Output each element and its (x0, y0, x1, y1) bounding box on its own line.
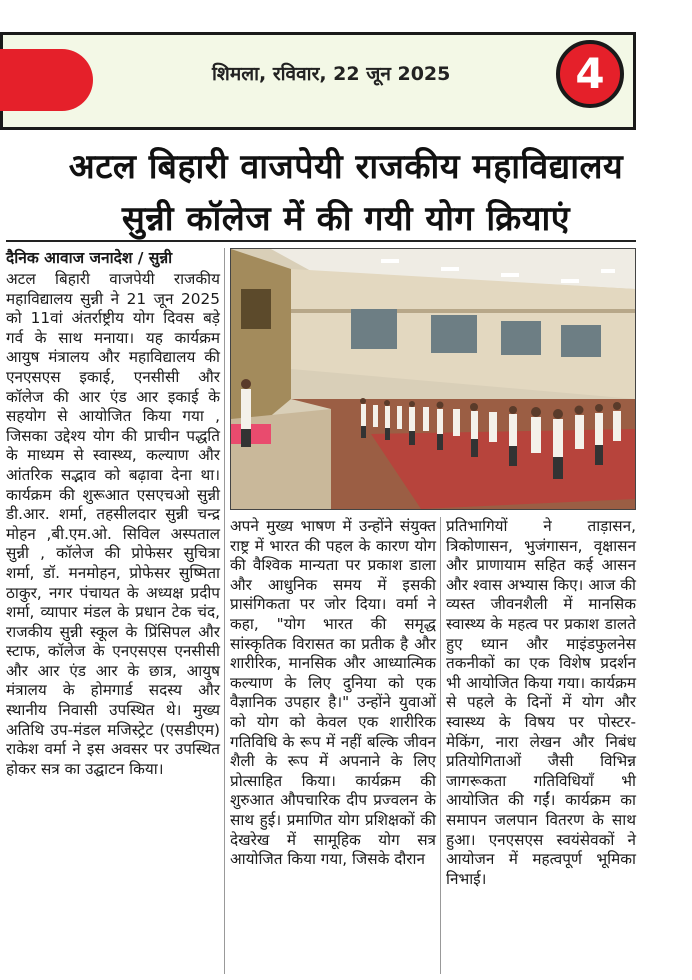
byline: दैनिक आवाज जनादेश / सुन्नी (6, 249, 173, 267)
page-number-badge: 4 (556, 40, 624, 108)
column-divider-2 (440, 517, 441, 974)
column-1-text: अटल बिहारी वाजपेयी राजकीय महाविद्यालय सुन्नी ने 21 जून 2025 को 11वां अंतर्राष्ट्रीय योग दिवस बड़े गर्व के साथ मनाया। यह कार्यक्रम आयुष मंत्रालय और महाविद्यालय की एनएसएस इकाई, एनसीसी और कॉलेज की आर एंड आर इकाई के सहयोग से आयोजित किया गया , जिसका उद्देश्य योग की प्राचीन पद्धति के माध्यम से स्वास्थ्य, कल्याण और आंतरिक सद्भाव को बढ़ावा देना था। कार्यक्रम की शुरूआत एसएचओ सुन्नी डी.आर. शर्मा, तहसीलदार सुन्नी चन्द्र मोहन ,बी.एम.ओ. सिविल अस्पताल सुन्नी , कॉलेज की प्रोफेसर सुचित्रा शर्मा, डॉ. मनमोहन, प्रोफेसर सुष्मिता ठाकुर, नगर पंचायत के अध्यक्ष प्रदीप शर्मा, व्यापार मंडल के प्रधान टेक चंद, राजकीय सुन्नी स्कूल के प्रिंसिपल और स्टाफ, कॉलेज के एनएसएस एनसीसी और आर एंड आर के छात्र, आयुष मंत्रालय के होमगार्ड सदस्य और स्थानीय निवासी उपस्थित थे। मुख्य अतिथि उप-मंडल मजिस्ट्रेट (एसडीएम) राकेश वर्मा ने इस अवसर पर उपस्थित होकर सत्र का उद्घाटन किया। (6, 270, 220, 778)
article-column-1 (6, 248, 220, 779)
dateline: शिमला, रविवार, 22 जून 2025 (212, 63, 451, 85)
article-column-2: अपने मुख्य भाषण में उन्होंने संयुक्त राष्ट्र में भारत की पहल के कारण योग की वैश्विक मान्यता पर प्रकाश डाला और आधुनिक समय में इसकी प्रासंगिकता पर जोर दिया। वर्मा ने कहा, "योग भारत की समृद्ध सांस्कृतिक विरासत का प्रतीक है और शारीरिक, मानसिक और आध्यात्मिक कल्याण के लिए दुनिया को एक वैज्ञानिक उपहार है।" उन्होंने युवाओं को योग को केवल एक शारीरिक गतिविधि के रूप में नहीं बल्कि जीवन शैली के रूप में अपनाने के लिए प्रोत्साहित किया। कार्यक्रम की शुरुआत औपचारिक दीप प्रज्वलन के साथ हुई। प्रमाणित योग प्रशिक्षकों की देखरेख में सामूहिक योग सत्र आयोजित किया गया, जिसके दौरान (230, 517, 436, 869)
article-column-3: प्रतिभागियों ने ताड़ासन, त्रिकोणासन, भुजंगासन, वृक्षासन और प्राणायाम सहित कई आसन और श्वास अभ्यास किए। आज की व्यस्त जीवनशैली में मानसिक स्वास्थ्य के महत्व पर प्रकाश डालते हुए ध्यान और माइंडफुलनेस तकनीकों का एक विशेष प्रदर्शन भी आयोजित किया गया। कार्यक्रम से पहले के दिनों में योग और स्वास्थ्य के विषय पर पोस्टर-मेकिंग, नारा लेखन और निबंध प्रतियोगिताओं जैसी विभिन्न जागरूकता गतिविधियाँ भी आयोजित की गईं। कार्यक्रम का समापन जलपान वितरण के साथ हुआ। एनएसएस स्वयंसेवकों ने आयोजन में महत्वपूर्ण भूमिका निभाई। (446, 517, 636, 888)
headline-line-1: अटल बिहारी वाजपेयी राजकीय महाविद्यालय (68, 147, 624, 187)
yoga-session-photo (230, 248, 636, 510)
yoga-hall-illustration (231, 249, 635, 509)
masthead-red-tab (0, 49, 93, 111)
column-divider-1 (224, 248, 225, 974)
headline-rule (6, 240, 636, 242)
headline-line-2: सुन्नी कॉलेज में की गयी योग क्रियाएं (121, 199, 571, 239)
